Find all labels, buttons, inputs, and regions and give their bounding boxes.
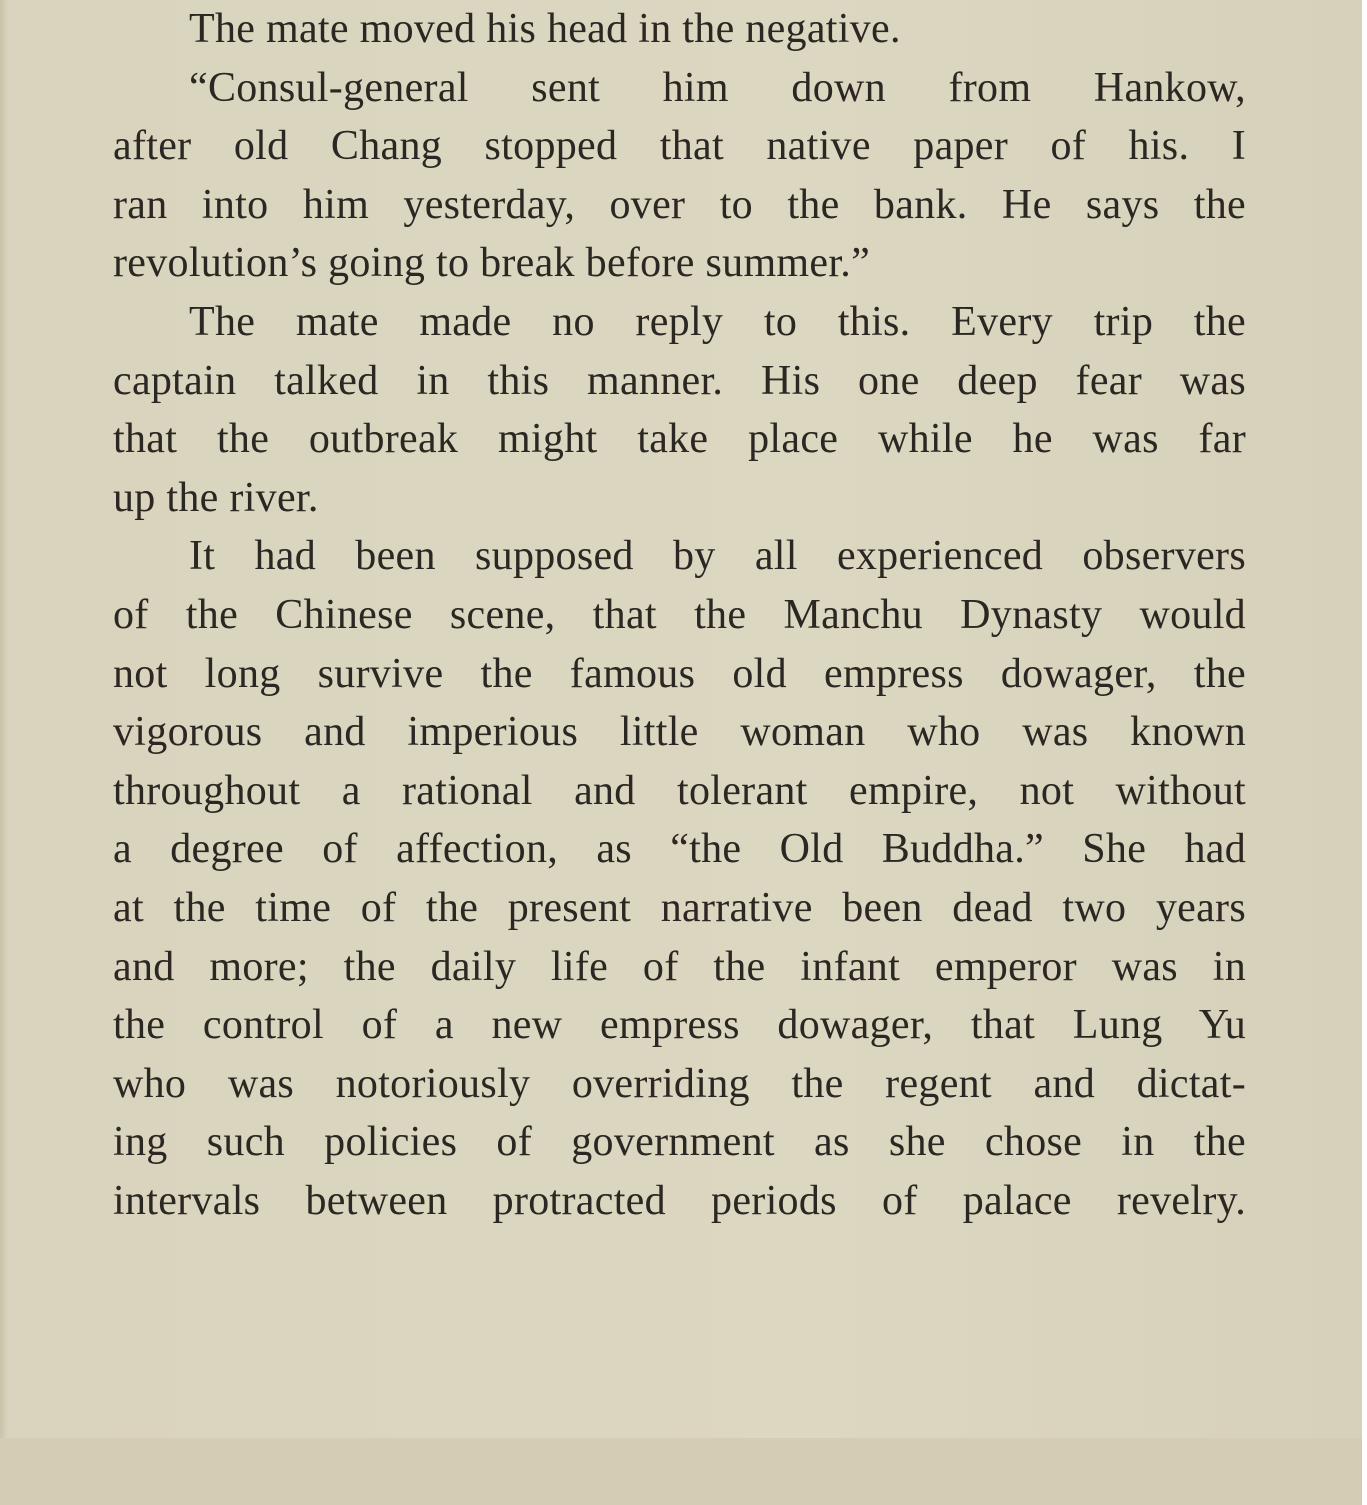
text-line: revolution’s going to break before summer.” [113,240,871,287]
text-line: It had been supposed by all experienced observers [189,533,1246,580]
text-line: throughout a rational and tolerant empire, not without [113,767,1246,814]
text-line: and more; the daily life of the infant emperor was in [113,943,1246,990]
text-line: The mate made no reply to this. Every trip the [189,298,1246,345]
text-line: after old Chang stopped that native paper of his. I [113,123,1246,170]
text-line: up the river. [113,474,319,521]
text-line: at the time of the present narrative been dead two years [113,884,1246,931]
paragraph-4 [113,527,1246,1230]
text-line: the control of a new empress dowager, that Lung Yu [113,1002,1246,1049]
paragraph-1 [113,0,1246,59]
paragraph-3 [113,293,1246,527]
text-line: ran into him yesterday, over to the bank. He says the [113,181,1246,228]
text-line: a degree of affection, as “the Old Buddha.” She had [113,826,1246,873]
page-right-edge [1362,0,1367,1505]
page-bottom-margin [0,1438,1367,1505]
text-line: “Consul-general sent him down from Hankow, [189,64,1246,111]
text-line: The mate moved his head in the negative. [189,6,901,52]
text-line: intervals between protracted periods of palace revelry. [113,1177,1246,1224]
text-line: of the Chinese scene, that the Manchu Dynasty would [113,591,1246,638]
text-line: who was notoriously overriding the regent and dictat- [113,1060,1246,1107]
text-line: captain talked in this manner. His one deep fear was [113,357,1246,404]
page-text [113,0,1246,1230]
paragraph-2 [113,59,1246,293]
text-line: not long survive the famous old empress dowager, the [113,650,1246,697]
text-line: ing such policies of government as she chose in the [113,1119,1246,1166]
text-line: that the outbreak might take place while he was far [113,416,1246,463]
text-line: vigorous and imperious little woman who was known [113,709,1246,756]
